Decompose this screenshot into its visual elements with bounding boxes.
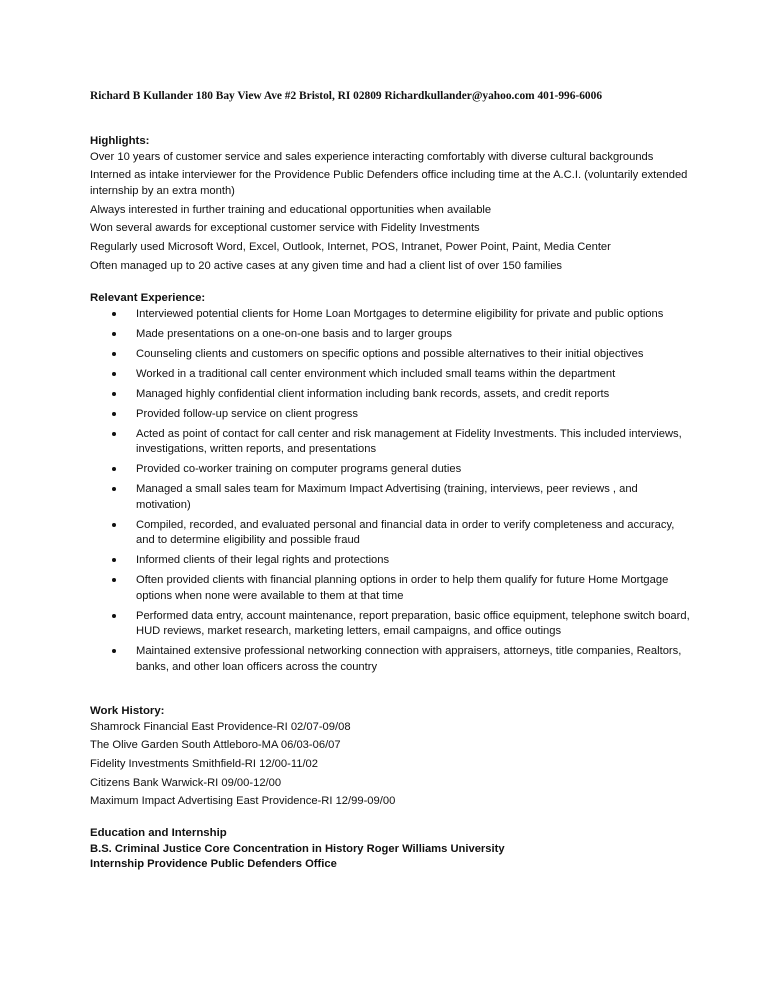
bullet-icon (112, 614, 116, 618)
work-history-section (90, 704, 690, 813)
experience-list (90, 307, 690, 676)
experience-item: Performed data entry, account maintenance, report preparation, basic office equipment, telephone switch board, HUD reviews, market research, marketing letters, email campaigns, and office outings (90, 609, 690, 640)
bullet-icon (112, 372, 116, 376)
highlight-item: Regularly used Microsoft Word, Excel, Outlook, Internet, POS, Intranet, Power Point, Paint, Media Center (90, 241, 611, 254)
education-title: Education and Internship (90, 827, 227, 839)
bullet-icon (112, 558, 116, 562)
highlights-section (90, 134, 690, 278)
experience-item: Managed a small sales team for Maximum Impact Advertising (training, interviews, peer reviews , and motivation) (90, 482, 690, 513)
bullet-icon (112, 432, 116, 436)
bullet-icon (112, 412, 116, 416)
experience-item: Provided follow-up service on client progress (90, 407, 690, 423)
bullet-icon (112, 578, 116, 582)
experience-title: Relevant Experience: (90, 292, 206, 304)
experience-item: Often provided clients with financial planning options in order to help them qualify for future Home Mortgage options when none were available to them at that time (90, 573, 690, 604)
highlights-title: Highlights: (90, 135, 150, 147)
bullet-icon (112, 649, 116, 653)
bullet-icon (112, 523, 116, 527)
highlight-item: Won several awards for exceptional customer service with Fidelity Investments (90, 222, 480, 235)
work-history-item: The Olive Garden South Attleboro-MA 06/03-06/07 (90, 739, 341, 752)
contact-header: Richard B Kullander 180 Bay View Ave #2 Bristol, RI 02809 Richardkullander@yahoo.com 401-996-6006 (90, 90, 603, 102)
experience-item: Worked in a traditional call center environment which included small teams within the department (90, 367, 690, 383)
bullet-icon (112, 332, 116, 336)
work-history-item: Maximum Impact Advertising East Providence-RI 12/99-09/00 (90, 795, 396, 808)
experience-item: Maintained extensive professional networking connection with appraisers, attorneys, title companies, Realtors, banks, and other loan officers across the country (90, 644, 690, 675)
experience-section (90, 291, 690, 680)
bullet-icon (112, 392, 116, 396)
experience-item: Interviewed potential clients for Home Loan Mortgages to determine eligibility for private and public options (90, 307, 690, 323)
experience-item: Acted as point of contact for call center and risk management at Fidelity Investments. This included interviews, investigations, written reports, and presentations (90, 427, 690, 458)
experience-item: Counseling clients and customers on specific options and possible alternatives to their initial objectives (90, 347, 690, 363)
education-section (90, 826, 690, 873)
work-history-item: Shamrock Financial East Providence-RI 02/07-09/08 (90, 720, 351, 733)
experience-item: Informed clients of their legal rights and protections (90, 553, 690, 569)
education-item: B.S. Criminal Justice Core Concentration in History Roger Williams University (90, 842, 505, 855)
experience-item: Provided co-worker training on computer programs general duties (90, 462, 690, 478)
highlight-item: Interned as intake interviewer for the Providence Public Defenders office including time at the A.C.I. (voluntarily extended internship by an extra month) (90, 169, 688, 197)
highlight-item: Always interested in further training and educational opportunities when available (90, 203, 492, 216)
bullet-icon (112, 467, 116, 471)
experience-item: Compiled, recorded, and evaluated personal and financial data in order to verify completeness and accuracy, and to determine eligibility and possible fraud (90, 518, 690, 549)
highlight-item: Over 10 years of customer service and sales experience interacting comfortably with diverse cultural backgrounds (90, 150, 654, 163)
work-history-item: Fidelity Investments Smithfield-RI 12/00-11/02 (90, 757, 318, 770)
bullet-icon (112, 487, 116, 491)
highlight-item: Often managed up to 20 active cases at any given time and had a client list of over 150 families (90, 259, 563, 272)
bullet-icon (112, 352, 116, 356)
bullet-icon (112, 312, 116, 316)
experience-item: Managed highly confidential client information including bank records, assets, and credit reports (90, 387, 690, 403)
experience-item: Made presentations on a one-on-one basis and to larger groups (90, 327, 690, 343)
education-item: Internship Providence Public Defenders Office (90, 858, 337, 870)
work-history-item: Citizens Bank Warwick-RI 09/00-12/00 (90, 776, 282, 789)
work-history-title: Work History: (90, 705, 165, 717)
